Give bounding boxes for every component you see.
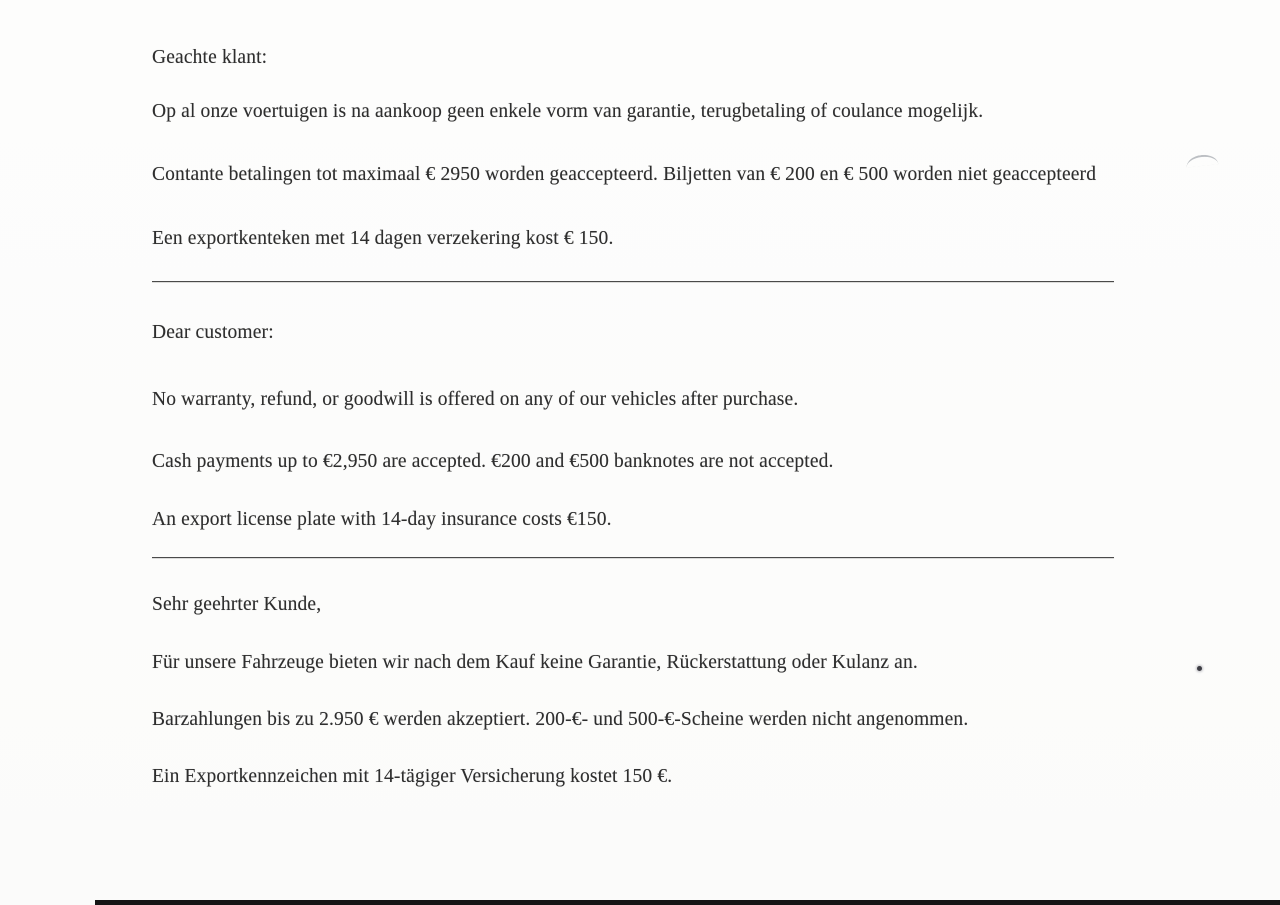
german-greeting: Sehr geehrter Kunde,: [152, 594, 322, 615]
english-paragraph-2: Cash payments up to €2,950 are accepted. €200 and €500 banknotes are not accepted.: [152, 451, 834, 472]
german-paragraph-1: Für unsere Fahrzeuge bieten wir nach dem Kauf keine Garantie, Rückerstattung oder Kulanz an.: [152, 652, 918, 673]
dutch-greeting: Geachte klant:: [152, 47, 268, 68]
dutch-paragraph-2: Contante betalingen tot maximaal € 2950 worden geaccepteerd. Biljetten van € 200 en € 500 worden niet geaccepteerd: [152, 164, 1097, 185]
english-greeting: Dear customer:: [152, 322, 274, 343]
german-paragraph-2: Barzahlungen bis zu 2.950 € werden akzeptiert. 200-€- und 500-€-Scheine werden nicht angenommen.: [152, 709, 969, 730]
german-paragraph-3: Ein Exportkennzeichen mit 14-tägiger Versicherung kostet 150 €.: [152, 766, 673, 787]
scan-ink-dot: [1197, 666, 1202, 671]
section-divider-1: [152, 281, 1114, 282]
scanner-edge-strip: [95, 900, 1280, 905]
section-divider-2: [152, 557, 1114, 558]
dutch-paragraph-1: Op al onze voertuigen is na aankoop geen enkele vorm van garantie, terugbetaling of coulance mogelijk.: [152, 101, 984, 122]
scan-smudge-mark: [1186, 153, 1219, 167]
english-paragraph-3: An export license plate with 14-day insurance costs €150.: [152, 509, 612, 530]
dutch-paragraph-3: Een exportkenteken met 14 dagen verzekering kost € 150.: [152, 228, 614, 249]
english-paragraph-1: No warranty, refund, or goodwill is offered on any of our vehicles after purchase.: [152, 389, 799, 410]
